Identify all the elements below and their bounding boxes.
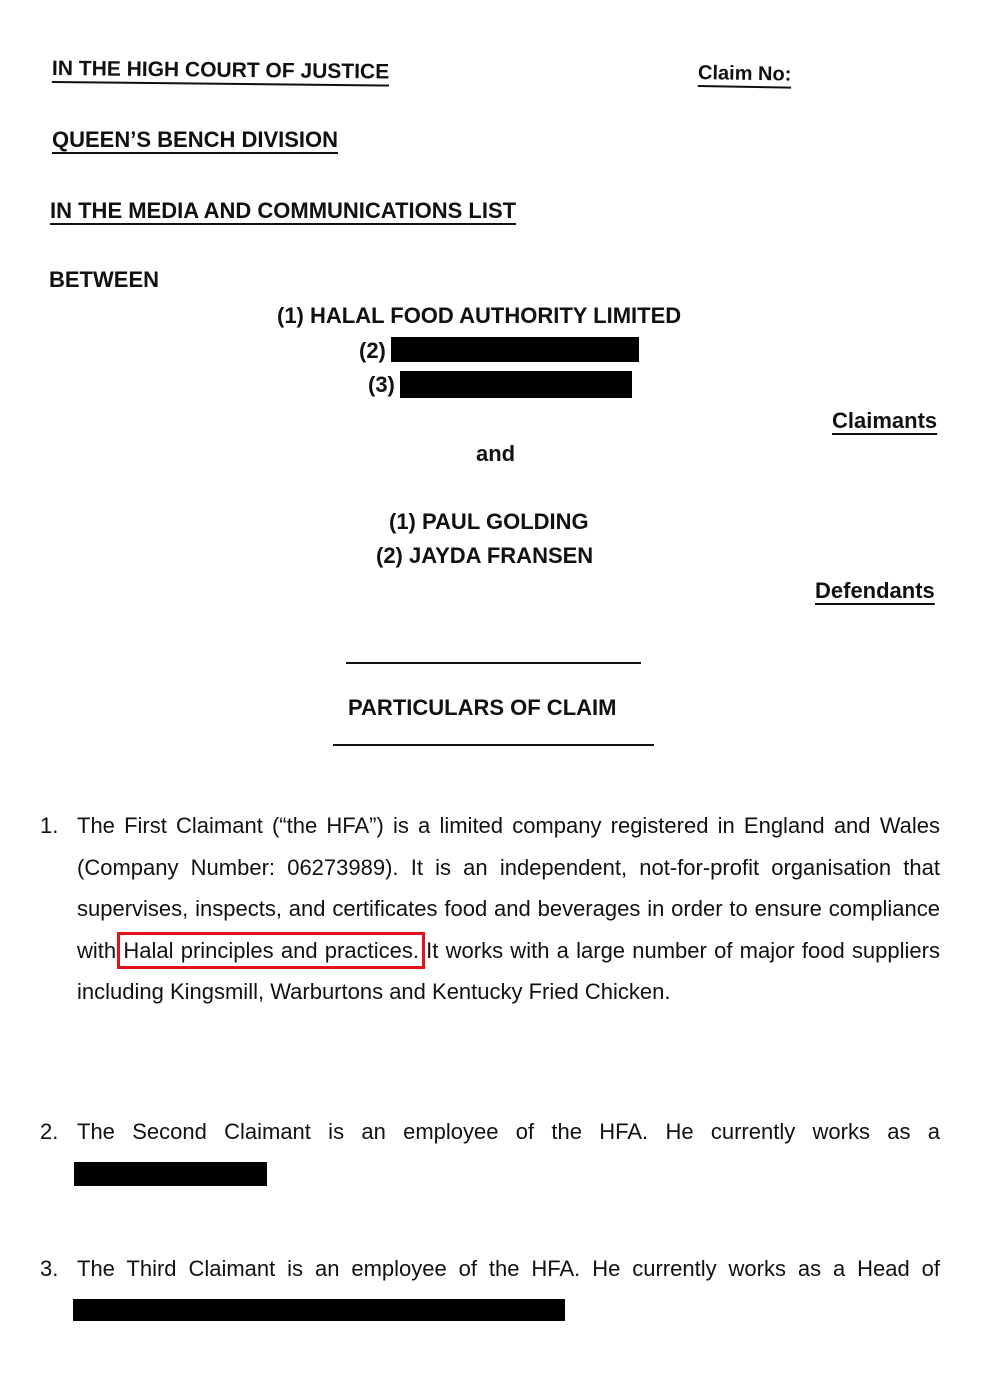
defendants-label: Defendants <box>815 578 935 603</box>
third-claimant-redaction <box>400 371 632 398</box>
title-rule-bottom <box>333 744 654 746</box>
title-rule-top <box>346 662 641 664</box>
paragraph-number: 1. <box>40 813 59 838</box>
paragraph-2 <box>40 1111 940 1153</box>
paragraph-number: 3. <box>40 1256 59 1281</box>
first-claimant: (1) HALAL FOOD AUTHORITY LIMITED <box>277 303 682 328</box>
claim-number-label: Claim No: <box>697 62 792 86</box>
paragraph-text <box>77 805 940 1013</box>
third-claimant-role-redaction <box>73 1299 565 1321</box>
document-title: PARTICULARS OF CLAIM <box>348 695 617 720</box>
third-claimant-number: (3) <box>368 372 395 397</box>
and-separator: and <box>476 441 516 466</box>
first-defendant: (1) PAUL GOLDING <box>389 509 589 534</box>
between-label: BETWEEN <box>49 267 159 292</box>
paragraph-number: 2. <box>40 1119 59 1144</box>
paragraph-3 <box>40 1248 940 1290</box>
court-name: IN THE HIGH COURT OF JUSTICE <box>51 57 390 84</box>
list-name: IN THE MEDIA AND COMMUNICATIONS LIST <box>50 198 517 223</box>
division-name: QUEEN’S BENCH DIVISION <box>52 127 339 152</box>
paragraph-text: The Second Claimant is an employee of the HFA. He currently works as a <box>77 1119 940 1144</box>
claimants-label: Claimants <box>832 408 938 433</box>
second-claimant-redaction <box>391 337 639 362</box>
paragraph-text-after: It works with a large number of major food suppliers including Kingsmill, Warburtons and Kentucky Fried Chicken. <box>77 937 940 1004</box>
highlighted-phrase: Halal principles and practices. <box>123 937 419 963</box>
paragraph-text-before: The First Claimant (“the HFA”) is a limited company registered in England and Wales (Company Number: 06273989). It is an independent, not-for-profit organisation that supervises, inspects, and certificates food and beverages in order to ensure compliance with <box>77 813 940 963</box>
paragraph-1 <box>40 805 940 1013</box>
second-claimant-number: (2) <box>359 338 386 363</box>
second-defendant: (2) JAYDA FRANSEN <box>376 543 594 568</box>
second-claimant-role-redaction <box>74 1162 267 1186</box>
paragraph-text: The Third Claimant is an employee of the HFA. He currently works as a Head of <box>77 1256 940 1281</box>
